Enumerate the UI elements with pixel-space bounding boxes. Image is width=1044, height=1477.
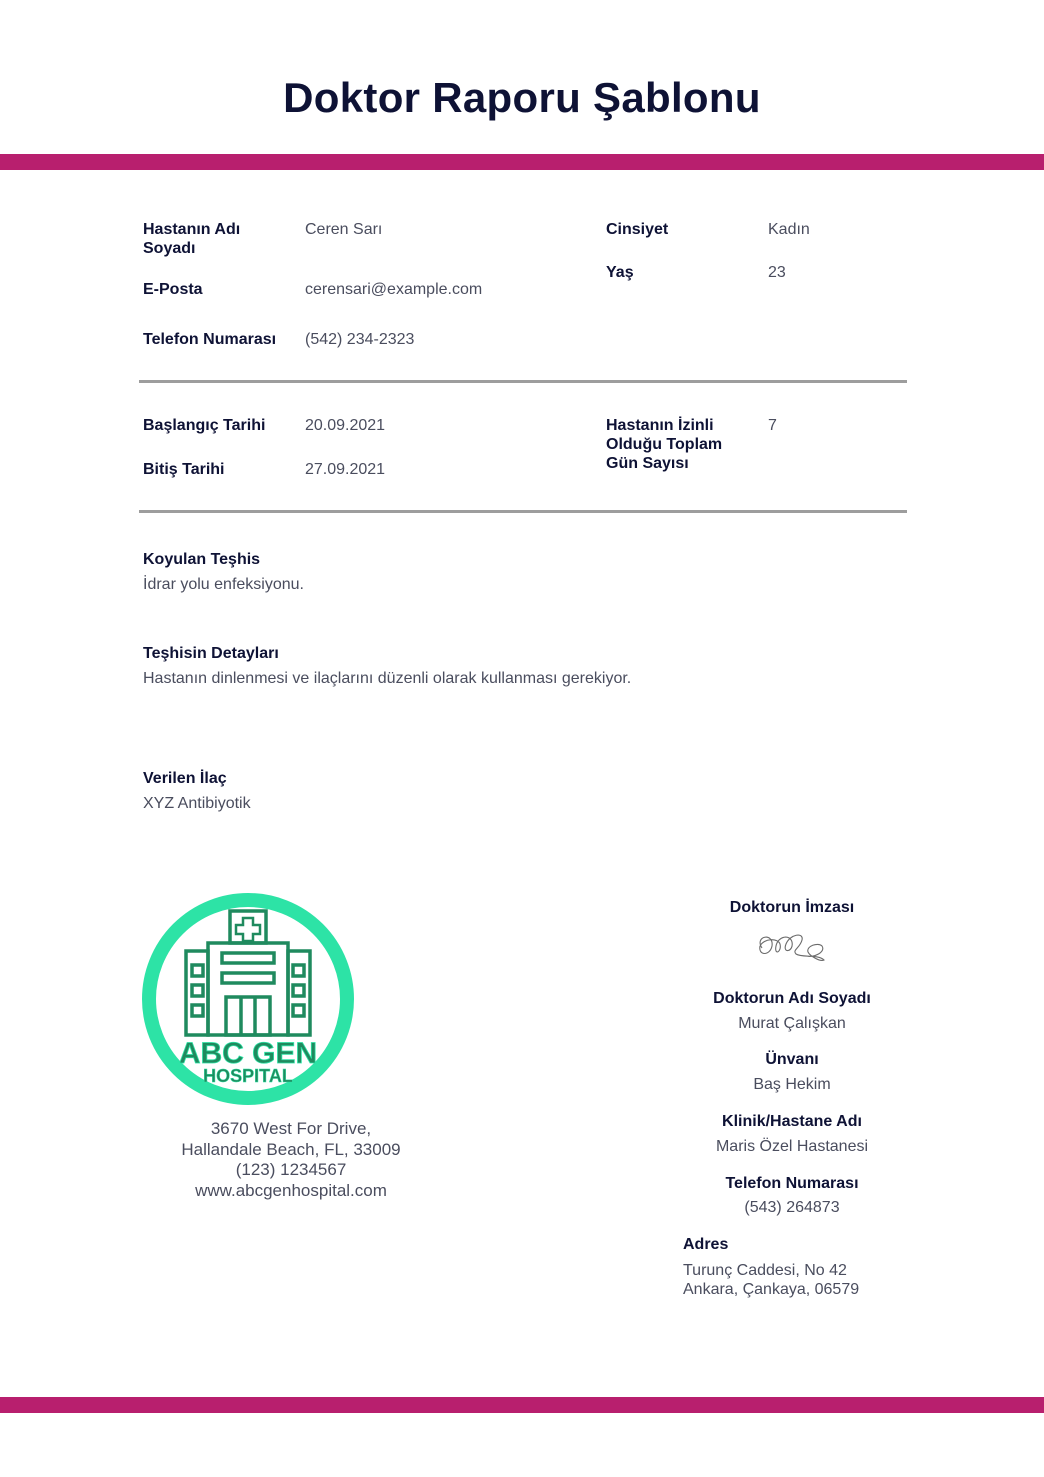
hospital-phone: (123) 1234567 — [235, 1160, 347, 1179]
hospital-address-line2: Hallandale Beach, FL, 33009 — [181, 1139, 401, 1159]
doctor-name-value: Murat Çalışkan — [738, 1015, 846, 1032]
doctor-address-label: Adres — [683, 1236, 729, 1253]
doctor-signature — [752, 926, 832, 966]
doctor-address — [683, 1261, 859, 1299]
details-value: Hastanın dinlenmesi ve ilaçlarını düzenli olarak kullanması gerekiyor. — [143, 670, 632, 687]
patient-gender-label: Cinsiyet — [606, 221, 669, 238]
doctor-title-label: Ünvanı — [765, 1051, 819, 1068]
leave-start-label: Başlangıç Tarihi — [143, 417, 266, 434]
page-title: Doktor Raporu Şablonu — [283, 74, 761, 121]
logo-text-line2: HOSPITAL — [203, 1066, 293, 1086]
doctor-address-line1: Turunç Caddesi, No 42 — [683, 1262, 847, 1279]
patient-email-value: cerensari@example.com — [305, 281, 483, 298]
top-accent-band — [0, 154, 1044, 170]
doctor-phone-label: Telefon Numarası — [725, 1175, 859, 1192]
patient-gender-value: Kadın — [768, 221, 810, 238]
doctor-phone-value: (543) 264873 — [744, 1199, 840, 1216]
signature-icon — [752, 926, 832, 966]
bottom-accent-band — [0, 1397, 1044, 1413]
hospital-building-icon — [140, 891, 356, 1107]
section-divider — [139, 380, 907, 383]
clinic-value: Maris Özel Hastanesi — [715, 1138, 869, 1155]
leave-start-value: 20.09.2021 — [305, 417, 386, 434]
patient-email-label: E-Posta — [143, 281, 203, 298]
patient-age-value: 23 — [768, 264, 786, 281]
hospital-address-line1: 3670 West For Drive, — [210, 1119, 372, 1138]
doctor-name-label: Doktorun Adı Soyadı — [713, 990, 871, 1007]
doctor-title-value: Baş Hekim — [753, 1076, 831, 1093]
diagnosis-label: Koyulan Teşhis — [143, 551, 261, 568]
medication-label: Verilen İlaç — [143, 770, 227, 787]
details-label: Teşhisin Detayları — [143, 645, 279, 662]
leave-days-value: 7 — [768, 417, 777, 434]
section-divider — [139, 510, 907, 513]
patient-name-label: Hastanın Adı Soyadı — [143, 221, 241, 257]
leave-end-label: Bitiş Tarihi — [143, 461, 225, 478]
patient-phone-label: Telefon Numarası — [143, 331, 277, 348]
leave-end-value: 27.09.2021 — [305, 461, 386, 478]
clinic-label: Klinik/Hastane Adı — [722, 1113, 862, 1130]
leave-days-label: Hastanın İzinli Olduğu Toplam Gün Sayısı — [606, 417, 723, 472]
patient-age-label: Yaş — [606, 264, 634, 281]
signature-label: Doktorun İmzası — [729, 899, 855, 916]
diagnosis-value: İdrar yolu enfeksiyonu. — [143, 576, 304, 593]
patient-phone-value: (542) 234-2323 — [305, 331, 415, 348]
hospital-website[interactable]: www.abcgenhospital.com — [195, 1180, 387, 1200]
patient-name-value: Ceren Sarı — [305, 221, 383, 238]
doctor-address-line2: Ankara, Çankaya, 06579 — [683, 1281, 860, 1298]
hospital-contact — [130, 1119, 452, 1201]
medication-value: XYZ Antibiyotik — [143, 795, 251, 812]
hospital-logo — [140, 891, 356, 1107]
logo-text-line1: ABC GEN — [178, 1037, 318, 1070]
